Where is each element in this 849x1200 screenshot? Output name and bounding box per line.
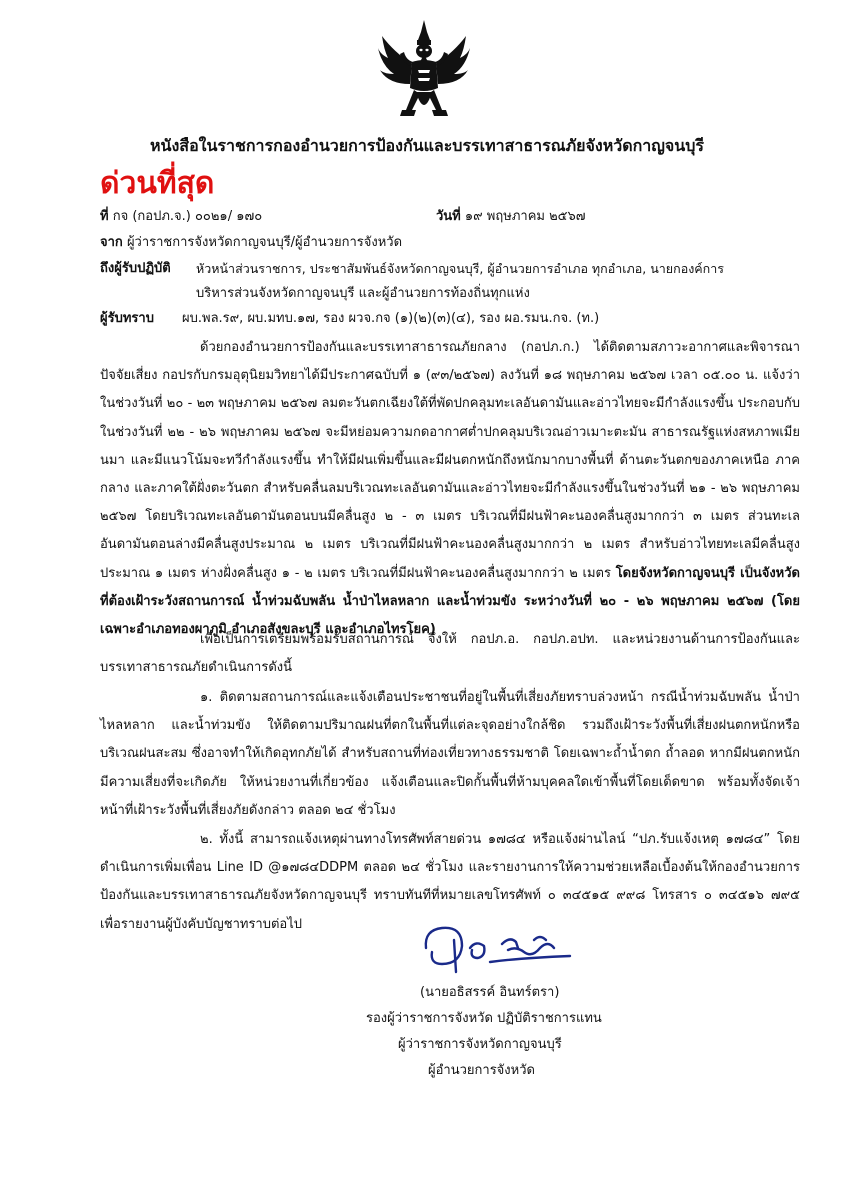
ref-value: กจ (กอปภ.จ.) ๐๐๒๑/ ๑๗๐ (112, 209, 263, 224)
paragraph-1-text: ด้วยกองอำนวยการป้องกันและบรรเทาสาธารณภัยกลาง (กอปภ.ก.) ได้ติดตามสภาวะอากาศและพิจารณาปัจจัยเสี่ยง กอปรกับกรมอุตุนิยมวิทยาได้มีประกาศฉบับที่ ๑ (๙๓/๒๕๖๗) ลงวันที่ ๑๘ พฤษภาคม ๒๕๖๗ เวลา ๐๕.๐๐ น. แจ้งว่า ในช่วงวันที่ ๒๐ - ๒๓ พฤษภาคม ๒๕๖๗ ลมตะวันตกเฉียงใต้ที่พัดปกคลุมทะเลอันดามันและอ่าวไทยจะมีกำลังแรงขึ้น ประกอบกับในช่วงวันที่ ๒๒ - ๒๖ พฤษภาคม ๒๕๖๗ จะมีหย่อมความกดอากาศต่ำปกคลุมบริเวณอ่าวเมาะตะมัน สาธารณรัฐแห่งสหภาพเมียนมา และมีแนวโน้มจะทวีกำลังแรงขึ้น ทำให้มีฝนเพิ่มขึ้นและมีฝนตกหนักถึงหนักมากบางพื้นที่ ด้านตะวันตกของภาคเหนือ ภาคกลาง และภาคใต้ฝั่งตะวันตก สำหรับคลื่นลมบริเวณทะเลอันดามันและอ่าวไทยจะมีกำลังแรงขึ้นในช่วงวันที่ ๒๑ - ๒๖ พฤษภาคม ๒๕๖๗ โดยบริเวณทะเลอันดามันตอนบนมีคลื่นสูง ๒ - ๓ เมตร บริเวณที่มีฝนฟ้าคะนองคลื่นสูงมากกว่า ๓ เมตร ส่วนทะเลอันดามันตอนล่างมีคลื่นสูงประมาณ ๒ เมตร บริเวณที่มีฝนฟ้าคะนองคลื่นสูงมากกว่า ๒ เมตร สำหรับอ่าวไทยทะเลมีคลื่นสูงประมาณ ๑ เมตร ห่างฝั่งคลื่นสูง ๑ - ๒ เมตร บริเวณที่มีฝนฟ้าคะนองคลื่นสูงมากกว่า ๒ เมตร (100, 340, 800, 581)
from-line (100, 234, 402, 252)
date-label: วันที่ (436, 209, 461, 224)
reference-line (100, 208, 262, 226)
garuda-emblem-icon (376, 18, 472, 128)
from-value: ผู้ว่าราชการจังหวัดกาญจนบุรี/ผู้อำนวยการจังหวัด (126, 235, 403, 250)
instruction-item-1: ๑. ติดตามสถานการณ์และแจ้งเตือนประชาชนที่อยู่ในพื้นที่เสี่ยงภัยทราบล่วงหน้า กรณีน้ำท่วมฉับพลัน น้ำป่าไหลหลาก และน้ำท่วมขัง ให้ติดตามปริมาณฝนที่ตกในพื้นที่แต่ละจุดอย่างใกล้ชิด รวมถึงเฝ้าระวังพื้นที่เสี่ยงฝนตกหนักหรือบริเวณฝนสะสม ซึ่งอาจทำให้เกิดอุทกภัยได้ สำหรับสถานที่ท่องเที่ยวทางธรรมชาติ โดยเฉพาะถ้ำน้ำตก ถ้ำลอด หากมีฝนตกหนักมีความเสี่ยงที่จะเกิดภัย ให้หน่วยงานที่เกี่ยวข้อง แจ้งเตือนและปิดกั้นพื้นที่ห้ามบุคคลใดเข้าพื้นที่โดยเด็ดขาด พร้อมทั้งจัดเจ้าหน้าที่เฝ้าระวังพื้นที่เสี่ยงภัยดังกล่าว ตลอด ๒๔ ชั่วโมง (100, 690, 800, 818)
from-label: จาก (100, 235, 123, 250)
document-title: หนังสือในราชการกองอำนวยการป้องกันและบรรเทาสาธารณภัยจังหวัดกาญจนบุรี (150, 136, 704, 155)
to-value-line-2: บริหารส่วนจังหวัดกาญจนบุรี และผู้อำนวยการท้องถิ่นทุกแห่ง (196, 286, 530, 301)
to-label: ถึงผู้รับปฏิบัติ (100, 261, 171, 276)
cc-value: ผบ.พล.ร๙, ผบ.มทบ.๑๗, รอง ผวจ.กจ (๑)(๒)(๓)(๔), รอง ผอ.รมน.กจ. (ท.) (182, 311, 600, 326)
ref-label: ที่ (100, 209, 109, 224)
date-line (436, 208, 586, 226)
signatory-position-2: ผู้ว่าราชการจังหวัดกาญจนบุรี (398, 1037, 562, 1052)
to-value-line-1: หัวหน้าส่วนราชการ, ประชาสัมพันธ์จังหวัดกาญจนบุรี, ผู้อำนวยการอำเภอ ทุกอำเภอ, นายกองค์การ (196, 261, 724, 276)
instruction-item-2: ๒. ทั้งนี้ สามารถแจ้งเหตุผ่านทางโทรศัพท์สายด่วน ๑๗๘๔ หรือแจ้งผ่านไลน์ “ปภ.รับแจ้งเหตุ ๑๗๘๔” โดยดำเนินการเพิ่มเพื่อน Line ID @๑๗๘๔DDPM ตลอด ๒๔ ชั่วโมง และรายงานการให้ความช่วยเหลือเบื้องต้นให้กองอำนวยการป้องกันและบรรเทาสาธารณภัยจังหวัดกาญจนบุรี ทราบทันทีที่หมายเลขโทรศัพท์ ๐ ๓๔๕๑๕ ๙๙๘ โทรสาร ๐ ๓๔๕๑๖ ๗๙๕ เพื่อรายงานผู้บังคับบัญชาทราบต่อไป (100, 832, 800, 932)
date-value: ๑๙ พฤษภาคม ๒๕๖๗ (464, 209, 586, 224)
signatory-position-1: รองผู้ว่าราชการจังหวัด ปฏิบัติราชการแทน (366, 1011, 602, 1026)
signatory-position-3: ผู้อำนวยการจังหวัด (428, 1063, 535, 1078)
signatory-name: (นายอธิสรรค์ อินทร์ตรา) (420, 985, 560, 1000)
handwritten-signature-icon (420, 918, 590, 980)
cc-label: ผู้รับทราบ (100, 311, 154, 326)
paragraph-2: เพื่อเป็นการเตรียมพร้อมรับสถานการณ์ จึงให้ กอปภ.อ. กอปภ.อปท. และหน่วยงานด้านการป้องกันและบรรเทาสาธารณภัยดำเนินการดังนี้ (100, 632, 800, 676)
paragraph-1 (100, 334, 800, 644)
urgency-label: ด่วนที่สุด (100, 166, 215, 201)
paragraph-1-highlight: โดยจังหวัดกาญจนบุรี เป็นจังหวัดที่ต้องเฝ้าระวังสถานการณ์ น้ำท่วมฉับพลัน น้ำป่าไหลหลาก และน้ำท่วมขัง ระหว่างวันที่ ๒๐ - ๒๖ พฤษภาคม ๒๕๖๗ (โดยเฉพาะอำเภอทองผาภูมิ อำเภอสังขละบุรี และอำเภอไทรโยค) (100, 565, 800, 638)
